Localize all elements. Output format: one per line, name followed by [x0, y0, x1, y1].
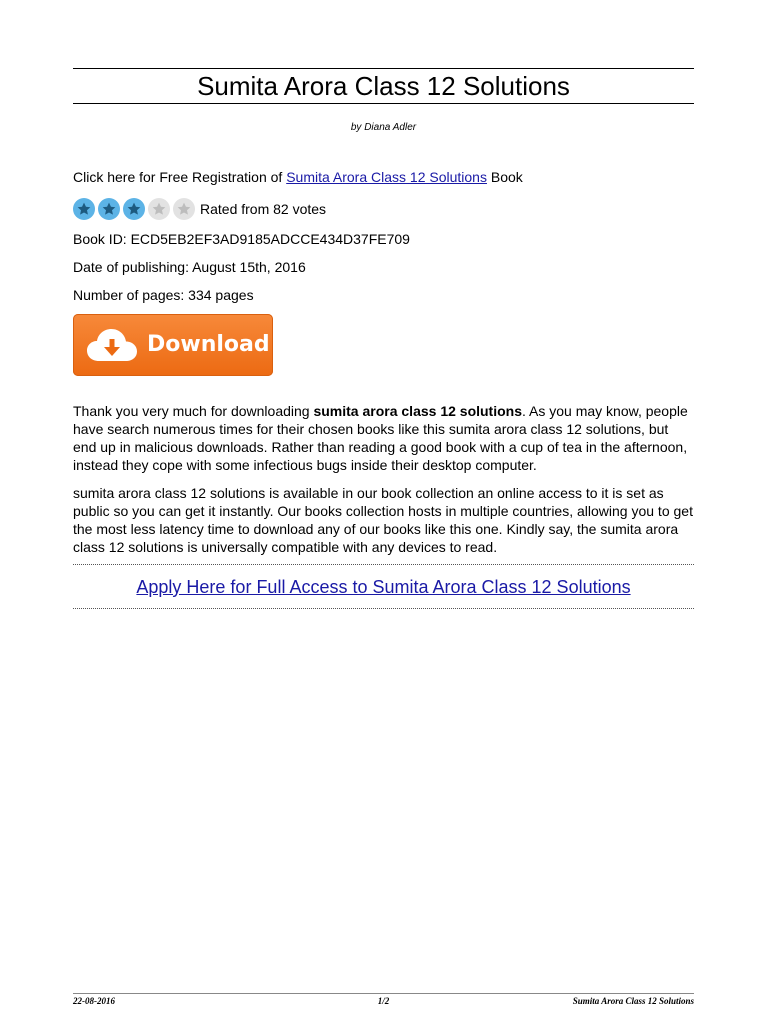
footer-page-number: 1/2	[377, 996, 390, 1006]
book-id: Book ID: ECD5EB2EF3AD9185ADCCE434D37FE709	[73, 231, 410, 247]
cloud-download-icon	[85, 325, 139, 365]
star-icon	[173, 198, 195, 220]
download-button-label: Download	[147, 332, 270, 357]
divider-bottom	[73, 608, 694, 609]
star-icon	[148, 198, 170, 220]
rating-text: Rated from 82 votes	[200, 201, 327, 217]
intro-after: . As you may know, people have search numerous times for their chosen books like this sumita arora class 12 solutions, but end up in malicious downloads. Rather than reading a good book with a cup of tea in the afternoon, instead they cope with some infectious bugs inside their desktop computer.	[73, 403, 688, 473]
divider-top	[73, 564, 694, 565]
registration-line	[73, 168, 523, 186]
title-rule-top	[73, 68, 694, 69]
page-title: Sumita Arora Class 12 Solutions	[197, 71, 570, 101]
registration-prefix: Click here for Free Registration of	[73, 169, 287, 185]
star-icon	[73, 198, 95, 220]
registration-suffix: Book	[486, 169, 523, 185]
apply-link-row	[73, 576, 694, 598]
star-icon	[123, 198, 145, 220]
apply-link[interactable]: Apply Here for Full Access to Sumita Arora Class 12 Solutions	[136, 577, 631, 597]
page-count: Number of pages: 334 pages	[73, 287, 254, 303]
availability-paragraph: sumita arora class 12 solutions is available in our book collection an online access to it is set as public so you can get it instantly. Our books collection hosts in multiple countries, allowing you to get the most less latency time to download any of our books like this one. Kindly say, the sumita arora class 12 solutions is universally compatible with any devices to read.	[73, 485, 693, 555]
intro-before: Thank you very much for downloading	[73, 403, 314, 419]
intro-bold: sumita arora class 12 solutions	[313, 403, 522, 419]
footer-title: Sumita Arora Class 12 Solutions	[572, 996, 694, 1006]
footer-rule	[73, 993, 694, 994]
publish-date: Date of publishing: August 15th, 2016	[73, 259, 306, 275]
star-icon	[98, 198, 120, 220]
download-button[interactable]	[73, 314, 273, 376]
author-byline: by Diana Adler	[350, 122, 417, 133]
registration-link[interactable]: Sumita Arora Class 12 Solutions	[286, 169, 487, 185]
intro-paragraph	[73, 402, 694, 474]
rating-row	[73, 197, 326, 221]
footer-date: 22-08-2016	[73, 996, 115, 1006]
title-rule-bottom	[73, 103, 694, 104]
document-page	[73, 0, 694, 1024]
